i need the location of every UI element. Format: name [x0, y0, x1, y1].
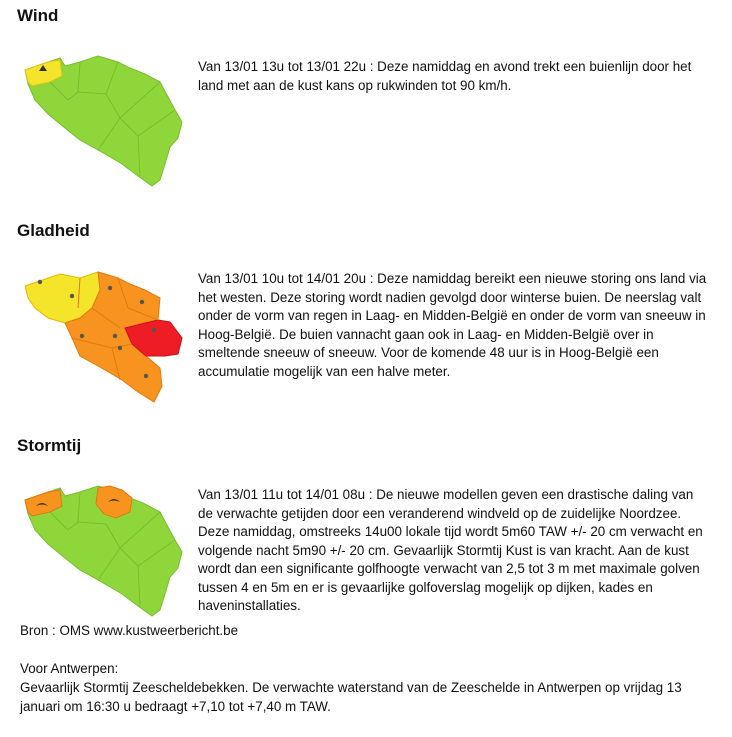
- belgium-map-gladheid: [20, 268, 190, 408]
- antwerp-title: Voor Antwerpen:: [20, 661, 119, 676]
- section-text-wind: Van 13/01 13u tot 13/01 22u : Deze namiddag en avond trekt een buienlijn door het land met aan de kust kans op rukwinden tot 90 km/h.: [198, 59, 692, 93]
- snow-warning-icon: [113, 334, 117, 338]
- snow-warning-icon: [144, 374, 148, 378]
- snow-warning-icon: [152, 328, 156, 332]
- snow-warning-icon: [70, 294, 74, 298]
- snow-warning-icon: [38, 280, 42, 284]
- source-credit: Bron : OMS www.kustweerbericht.be: [20, 623, 239, 638]
- section-title-gladheid: Gladheid: [17, 221, 90, 240]
- section-title-wind: Wind: [17, 6, 59, 25]
- snow-warning-icon: [80, 334, 84, 338]
- belgium-map-wind: [20, 52, 190, 192]
- section-title-stormtij: Stormtij: [17, 436, 82, 455]
- belgium-map-stormtij: [20, 482, 190, 622]
- section-text-gladheid: Van 13/01 10u tot 14/01 20u : Deze namiddag bereikt een nieuwe storing ons land via het westen. Deze storing wordt nadien gevolgd door winterse buien. De neerslag valt onder de vorm van regen in Laag- en Midden-België en onder de vorm van sneeuw in Hoog-België. De buien vannacht gaan ook in Laag- en Midden-België over in smeltende sneeuw of sneeuw. Voor de komende 48 uur is in Hoog-België een accumulatie mogelijk van een halve meter.: [198, 271, 707, 379]
- snow-warning-icon: [108, 286, 112, 290]
- section-text-stormtij: Van 13/01 11u tot 14/01 08u : De nieuwe modellen geven een drastische daling van de verwachte getijden door een veranderend windveld op de zuidelijke Noordzee. Deze namiddag, omstreeks 14u00 lokale tijd wordt 5m60 TAW +/- 20 cm verwacht en volgende nacht 5m90 +/- 20 cm. Gevaarlijk Stormtij Kust is van kracht. Aan de kust wordt dan een significante golfhoogte verwacht van 2,5 tot 3 m met maximale golven tussen 4 en 5m en er is gevaarlijke golfoverslag mogelijk op dijken, kades en haveninstallaties.: [198, 487, 703, 613]
- antwerp-text: Gevaarlijk Stormtij Zeescheldebekken. De verwachte waterstand van de Zeeschelde in Antwerpen op vrijdag 13 januari om 16:30 u bedraagt +7,10 tot +7,40 m TAW.: [20, 680, 682, 714]
- snow-warning-icon: [140, 300, 144, 304]
- snow-warning-icon: [118, 346, 122, 350]
